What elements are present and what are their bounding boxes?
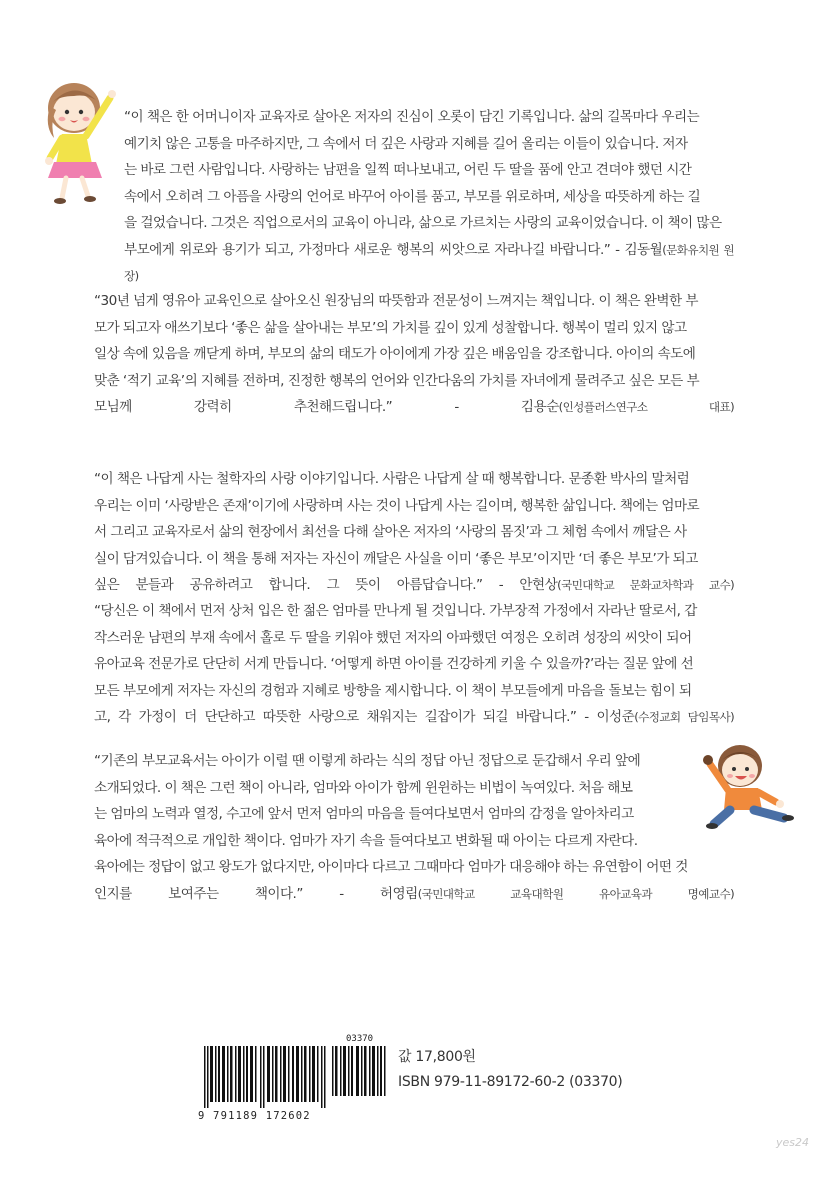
publisher-watermark-logo: yes24 [776, 1136, 810, 1149]
quote-line: “기존의 부모교육서는 아이가 이럴 땐 이렇게 하라는 식의 정답 아닌 정답으로 둔갑해서 우리 앞에 [94, 753, 641, 769]
endorsement-quote [124, 104, 734, 290]
quote-line: 맞춘 ‘적기 교육’의 지혜를 전하며, 진정한 행복의 언어와 인간다움의 가치를 자녀에게 물려주고 싶은 모든 부 [94, 372, 700, 389]
attribution [499, 577, 734, 593]
isbn-barcode [198, 1034, 392, 1124]
barcode-addon-digits: 03370 [346, 1034, 374, 1044]
author-role: (국민대학교 교육대학원 유아교육과 명예교수) [417, 886, 734, 901]
quote-line: 예기치 않은 고통을 마주하지만, 그 속에서 더 깊은 사랑과 지혜를 길어 올리는 이들이 있습니다. 저자 [124, 135, 688, 152]
quote-line: 모든 부모에게 저자는 자신의 경험과 지혜로 방향을 제시합니다. 이 책이 부모들에게 마음을 돌보는 힘이 되 [94, 682, 692, 699]
quote-line: 는 엄마의 노력과 열정, 수고에 앞서 먼저 엄마의 마음을 들여다보면서 엄마의 감정을 알아차리고 [94, 806, 634, 822]
quote-line: 고, 각 가정이 더 단단하고 따뜻한 사랑으로 채워지는 길잡이가 되길 바랍니다.” [94, 709, 577, 725]
quote-line: “이 책은 한 어머니이자 교육자로 살아온 저자의 진심이 오롯이 담긴 기록입니다. 삶의 길목마다 우리는 [124, 109, 700, 125]
author-name: - 김용순 [454, 399, 559, 415]
author-role: (국민대학교 문화교차학과 교수) [557, 578, 734, 592]
author-name: - 김동월 [615, 241, 663, 258]
quote-line: “30년 넘게 영유아 교육인으로 살아오신 원장님의 따뜻함과 전문성이 느껴지는 책입니다. 이 책은 완벽한 부 [94, 293, 698, 309]
girl-illustration [40, 78, 126, 208]
quote-line: 속에서 오히려 그 아픔을 사랑의 언어로 바꾸어 아이를 품고, 부모를 위로하며, 세상을 따뜻하게 하는 길 [124, 188, 701, 205]
quote-line: 일상 속에 있음을 깨닫게 하며, 부모의 삶의 태도가 아이에게 가장 깊은 배움임을 강조합니다. 아이의 속도에 [94, 346, 696, 362]
quote-line: 유아교육 전문가로 단단히 서게 만듭니다. ‘어떻게 하면 아이를 건강하게 키울 수 있을까?’라는 질문 앞에 선 [94, 656, 694, 672]
quote-line-with-attribution [94, 572, 734, 599]
attribution [339, 886, 734, 902]
barcode-main-bars [204, 1046, 326, 1108]
quote-line-with-attribution [94, 881, 734, 908]
author-name: - 이성준 [584, 709, 635, 725]
quote-line: 서 그리고 교육자로서 삶의 현장에서 최선을 다해 살아온 저자의 ‘사랑의 몸짓’과 그 체험 속에서 깨달은 사 [94, 524, 687, 540]
quote-line: 인지를 보여주는 책이다.” [94, 885, 303, 902]
quote-line: 소개되었다. 이 책은 그런 책이 아니라, 엄마와 아이가 함께 윈윈하는 비법이 녹여있다. 처음 해보 [94, 779, 633, 796]
barcode-digits: 9 791189 172602 [198, 1110, 311, 1122]
quote-line: 육아에는 정답이 없고 왕도가 없다지만, 아이마다 다르고 그때마다 엄마가 대응해야 하는 유연함이 어떤 것 [94, 859, 688, 875]
barcode-addon-bars [332, 1046, 386, 1096]
quote-line-with-attribution [94, 704, 734, 731]
author-role: (인성플러스연구소 대표) [558, 400, 734, 414]
quote-line: 작스러운 남편의 부재 속에서 홀로 두 딸을 키워야 했던 저자의 아파했던 여정은 오히려 성장의 씨앗이 되어 [94, 629, 692, 646]
author-role: (문화유치원 원장) [124, 242, 734, 283]
endorsement-quote [94, 748, 734, 907]
author-name: - 허영림 [339, 885, 418, 902]
isbn-number: ISBN 979-11-89172-60-2 (03370) [398, 1074, 623, 1090]
author-role: (수정교회 담임목사) [634, 710, 734, 724]
endorsement-quote [94, 598, 734, 731]
attribution [584, 709, 734, 725]
quote-line: “이 책은 나답게 사는 철학자의 사랑 이야기입니다. 사람은 나답게 살 때 행복합니다. 문종환 박사의 말처럼 [94, 471, 690, 487]
quote-line: 모님께 강력히 추천해드립니다.” [94, 399, 393, 415]
quote-line-with-attribution [94, 394, 734, 421]
quote-line: 을 걸었습니다. 그것은 직업으로서의 교육이 아니라, 삶으로 가르치는 사랑의 교육이었습니다. 이 책이 많은 [124, 215, 722, 231]
author-name: - 안현상 [498, 577, 558, 593]
endorsement-quote [94, 288, 734, 421]
attribution [454, 399, 734, 415]
boy-illustration [700, 738, 796, 830]
quote-line-with-attribution [124, 237, 734, 290]
quote-line: 싶은 분들과 공유하려고 합니다. 그 뜻이 아름답습니다.” [94, 577, 483, 593]
quote-line: 실이 담겨있습니다. 이 책을 통해 저자는 자신이 깨달은 사실을 이미 ‘좋은 부모’이지만 ‘더 좋은 부모’가 되고 [94, 550, 698, 567]
quote-line: “당신은 이 책에서 먼저 상처 입은 한 젊은 엄마를 만나게 될 것입니다. 가부장적 가정에서 자라난 딸로서, 갑 [94, 603, 697, 619]
quote-line: 모가 되고자 애쓰기보다 ‘좋은 삶을 살아내는 부모’의 가치를 깊이 있게 성찰합니다. 행복이 멀리 있지 않고 [94, 319, 687, 336]
quote-line: 부모에게 위로와 용기가 되고, 가정마다 새로운 행복의 씨앗으로 자라나길 바랍니다.” [124, 241, 611, 258]
quote-line: 우리는 이미 ‘사랑받은 존재’이기에 사랑하며 사는 것이 나답게 사는 길이며, 행복한 삶입니다. 책에는 엄마로 [94, 497, 700, 514]
endorsement-quote [94, 466, 734, 599]
quote-line: 육아에 적극적으로 개입한 책이다. 엄마가 자기 속을 들여다보고 변화될 때 아이는 다르게 자란다. [94, 832, 638, 849]
price: 값 17,800원 [398, 1049, 476, 1065]
quote-line: 는 바로 그런 사람입니다. 사랑하는 남편을 일찍 떠나보내고, 어린 두 딸을 품에 안고 견뎌야 했던 시간 [124, 162, 692, 178]
